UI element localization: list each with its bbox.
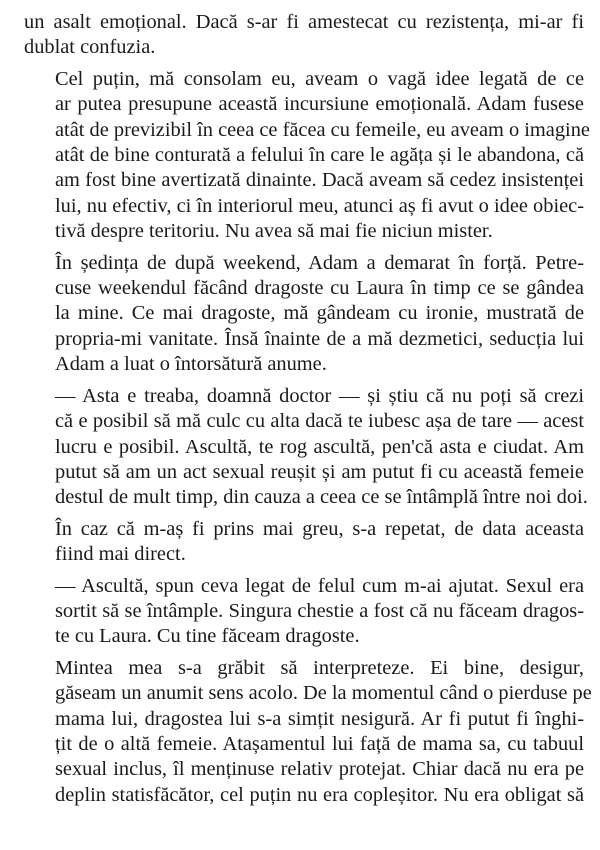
paragraph-1 <box>24 10 584 61</box>
text-line: atât de bine conturată a felului în care le agăța și le abandona, că <box>55 144 584 167</box>
text-line: Cel puțin, mă consolam eu, aveam o vagă idee legată de ce <box>55 67 584 90</box>
text-line: am fost bine avertizată dinainte. Dacă aveam să cedez insistenței <box>55 169 584 192</box>
text-line: Adam a luat o întorsătură anume. <box>55 353 327 376</box>
paragraph-7 <box>24 656 592 808</box>
text-line: propria-mi vanitate. Însă înainte de a mă dezmetici, seducția lui <box>55 327 584 350</box>
text-line: fiind mai direct. <box>55 543 186 566</box>
text-line: mama lui, dragostea lui s-a simțit nesigură. Ar fi putut fi înghi- <box>55 707 584 730</box>
text-line: cuse weekendul făcând dragoste cu Laura în timp ce se gândea <box>55 277 584 300</box>
text-line: În caz că m-aș fi prins mai greu, s-a repetat, de data aceasta <box>55 517 584 540</box>
text-line: un asalt emoțional. Dacă s-ar fi amestecat cu rezistența, mi-ar fi <box>24 11 584 33</box>
text-line: Mintea mea s-a grăbit să interpreteze. Ei bine, desigur, <box>55 656 584 679</box>
text-line: te cu Laura. Cu tine făceam dragoste. <box>55 625 360 648</box>
text-line: — Asta e treaba, doamnă doctor — și știu că nu poți să crezi <box>55 384 584 407</box>
text-line: lucru e posibil. Ascultă, te rog ascultă, pen'că asta e ciudat. Am <box>55 435 584 458</box>
text-line: În ședința de după weekend, Adam a demarat în forță. Petre- <box>55 251 584 274</box>
text-line: deplin statisfăcător, cel puțin nu era copleșitor. Nu era obligat să <box>55 783 584 806</box>
text-line: găseam un anumit sens acolo. De la momentul când o pierduse pe <box>55 682 592 705</box>
text-line: că e posibil să mă culc cu alta dacă te iubesc așa de tare — acest <box>55 410 584 433</box>
paragraph-2 <box>24 67 590 245</box>
text-line: — Ascultă, spun ceva legat de felul cum m-ai ajutat. Sexul era <box>55 574 584 597</box>
text-line: țit de o altă femeie. Atașamentul lui față de mama sa, cu tabuul <box>55 732 584 755</box>
text-line: sortit să se întâmple. Singura chestie a fost că nu făceam dragos- <box>55 599 584 622</box>
text-line: tivă despre teritoriu. Nu avea să mai fie niciun mister. <box>55 220 493 243</box>
text-line: ar putea presupune această incursiune emoțională. Adam fusese <box>55 93 584 116</box>
text-line: destul de mult timp, din cauza a ceea ce se întâmplă între noi doi. <box>55 486 588 509</box>
book-page <box>24 10 592 808</box>
text-line: putut să am un act sexual reușit și am putut fi cu această femeie <box>55 460 584 483</box>
paragraph-4 <box>24 384 588 511</box>
paragraph-3 <box>24 251 584 378</box>
text-line: sexual inclus, îl menținuse relativ protejat. Chiar dacă nu era pe <box>55 758 584 781</box>
text-line: lui, nu efectiv, ci în interiorul meu, atunci aș fi avut o idee obiec- <box>55 194 584 217</box>
text-line: dublat confuzia. <box>24 36 156 59</box>
text-line: atât de previzibil în ceea ce făcea cu femeile, eu aveam o imagine <box>55 118 590 141</box>
paragraph-5 <box>24 517 584 568</box>
paragraph-6 <box>24 574 584 650</box>
text-line: la mine. Ce mai dragoste, mă gândeam cu ironie, mustrată de <box>55 302 584 325</box>
